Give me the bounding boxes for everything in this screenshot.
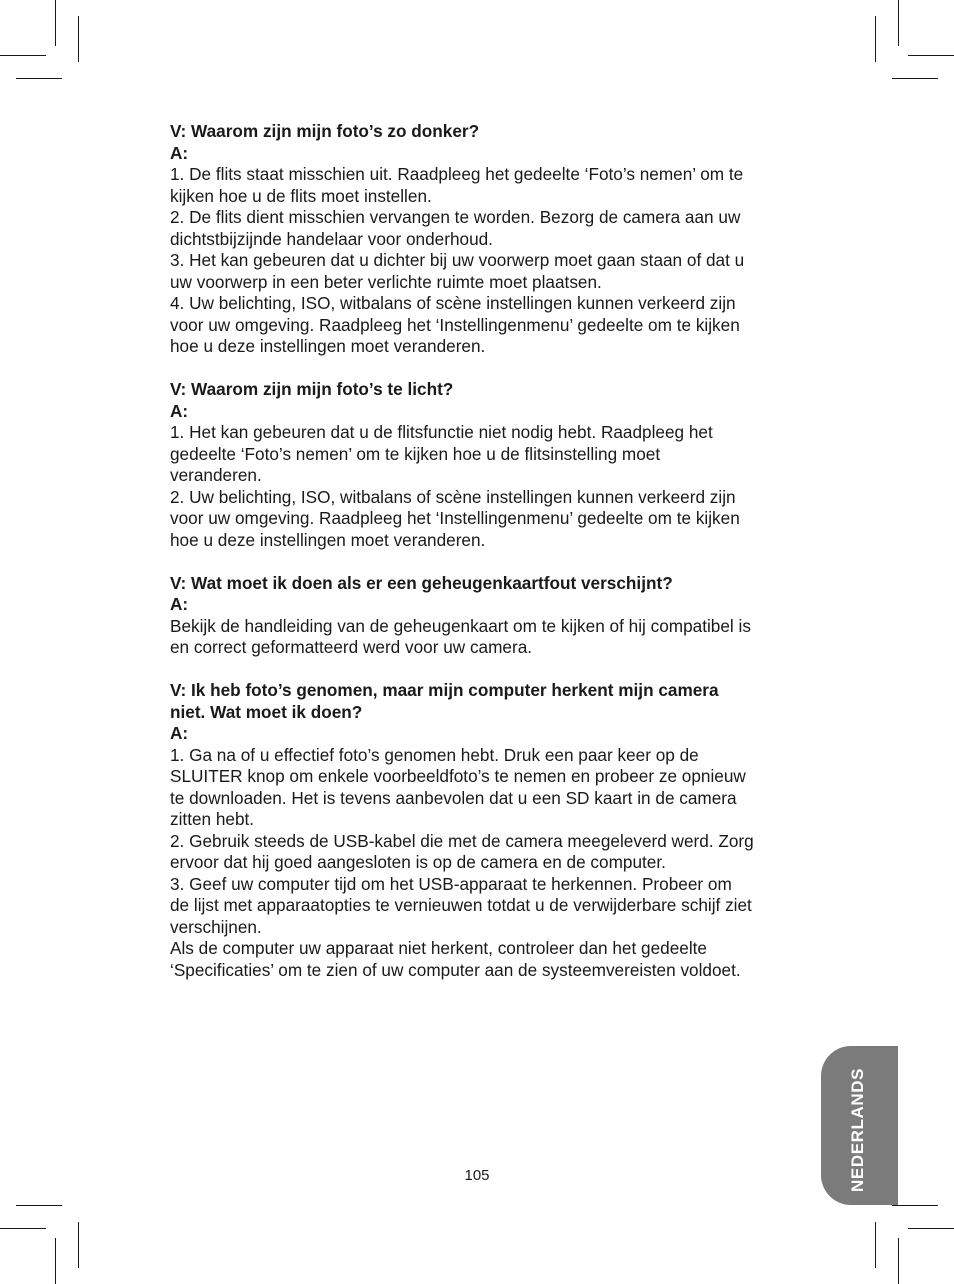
faq-question: V: Ik heb foto’s genomen, maar mijn computer herkent mijn camera: [170, 680, 719, 700]
crop-mark: [0, 55, 46, 56]
faq-answer-label: A:: [170, 594, 189, 614]
faq-answer-label: A:: [170, 400, 189, 421]
faq-answer-line: 1. De flits staat misschien uit. Raadpleeg het gedeelte ‘Foto’s nemen’ om te: [170, 164, 744, 184]
faq-answer-line: ervoor dat hij goed aangesloten is op de camera en de computer.: [170, 852, 666, 872]
faq-answer-line: 2. De flits dient misschien vervangen te worden. Bezorg de camera aan uw: [170, 207, 741, 227]
faq-answer-line: uw voorwerp in een beter verlichte ruimte moet plaatsen.: [170, 271, 602, 292]
faq-answer-line: hoe u deze instellingen moet veranderen.: [170, 529, 486, 550]
crop-mark: [875, 16, 876, 62]
crop-mark: [908, 55, 954, 56]
faq-answer-line: zitten hebt.: [170, 809, 255, 829]
faq-answer-line: de lijst met apparaatopties te vernieuwen totdat u de verwijderbare schijf ziet: [170, 895, 752, 915]
crop-mark: [16, 78, 62, 79]
faq-answer-line: 3. Het kan gebeuren dat u dichter bij uw voorwerp moet gaan staan of dat u: [170, 250, 745, 270]
faq-item: [170, 121, 810, 358]
faq-answer-line: voor uw omgeving. Raadpleeg het ‘Instellingenmenu’ gedeelte om te kijken: [170, 508, 740, 528]
crop-mark: [55, 1238, 56, 1284]
faq-answer-line: 4. Uw belichting, ISO, witbalans of scène instellingen kunnen verkeerd zijn: [170, 293, 736, 313]
faq-answer-line: 3. Geef uw computer tijd om het USB-apparaat te herkennen. Probeer om: [170, 873, 732, 894]
crop-mark: [0, 1228, 46, 1229]
faq-question: V: Waarom zijn mijn foto’s te licht?: [170, 379, 454, 399]
crop-mark: [78, 1222, 79, 1268]
faq-item: [170, 379, 810, 551]
faq-answer-line: 1. Het kan gebeuren dat u de flitsfunctie niet nodig hebt. Raadpleeg het: [170, 422, 713, 442]
faq-answer-line: ‘Specificaties’ om te zien of uw computer aan de systeemvereisten voldoet.: [170, 959, 741, 980]
faq-answer-line: veranderen.: [170, 465, 262, 485]
page-number: 105: [464, 1167, 490, 1184]
faq-answer-line: hoe u deze instellingen moet veranderen.: [170, 336, 486, 356]
faq-answer-line: Als de computer uw apparaat niet herkent, controleer dan het gedeelte: [170, 938, 707, 958]
faq-answer-line: voor uw omgeving. Raadpleeg het ‘Instellingenmenu’ gedeelte om te kijken: [170, 314, 740, 335]
faq-answer-label: A:: [170, 723, 189, 743]
faq-answer-line: verschijnen.: [170, 916, 262, 937]
crop-mark: [898, 0, 899, 46]
crop-mark: [892, 1205, 938, 1206]
faq-question-continued: niet. Wat moet ik doen?: [170, 701, 363, 722]
faq-answer-line: Bekijk de handleiding van de geheugenkaart om te kijken of hij compatibel is: [170, 615, 751, 636]
faq-answer-line: 1. Ga na of u effectief foto’s genomen hebt. Druk een paar keer op de: [170, 744, 699, 765]
faq-answer-line: 2. Gebruik steeds de USB-kabel die met de camera meegeleverd werd. Zorg: [170, 830, 754, 851]
faq-answer-line: dichtstbijzijnde handelaar voor onderhoud.: [170, 228, 493, 249]
faq-answer-line: te downloaden. Het is tevens aanbevolen dat u een SD kaart in de camera: [170, 787, 737, 808]
faq-answer-line: 2. Uw belichting, ISO, witbalans of scène instellingen kunnen verkeerd zijn: [170, 486, 736, 507]
faq-answer-line: en correct geformatteerd werd voor uw camera.: [170, 637, 533, 657]
language-tab-label: NEDERLANDS: [848, 1067, 867, 1192]
faq-answer-line: SLUITER knop om enkele voorbeeldfoto’s te nemen en probeer ze opnieuw: [170, 766, 746, 786]
faq-item: [170, 573, 810, 659]
faq-answer-line: gedeelte ‘Foto’s nemen’ om te kijken hoe u de flitsinstelling moet: [170, 443, 661, 464]
crop-mark: [898, 1238, 899, 1284]
crop-mark: [875, 1222, 876, 1268]
crop-mark: [78, 16, 79, 62]
faq-content: [170, 121, 810, 1003]
faq-question: V: Waarom zijn mijn foto’s zo donker?: [170, 121, 480, 141]
crop-mark: [16, 1205, 62, 1206]
crop-mark: [908, 1228, 954, 1229]
crop-mark: [892, 78, 938, 79]
faq-answer-label: A:: [170, 142, 189, 163]
crop-mark: [55, 0, 56, 46]
faq-item: [170, 680, 810, 981]
faq-answer-line: kijken hoe u de flits moet instellen.: [170, 185, 432, 206]
faq-question: V: Wat moet ik doen als er een geheugenkaartfout verschijnt?: [170, 572, 673, 593]
